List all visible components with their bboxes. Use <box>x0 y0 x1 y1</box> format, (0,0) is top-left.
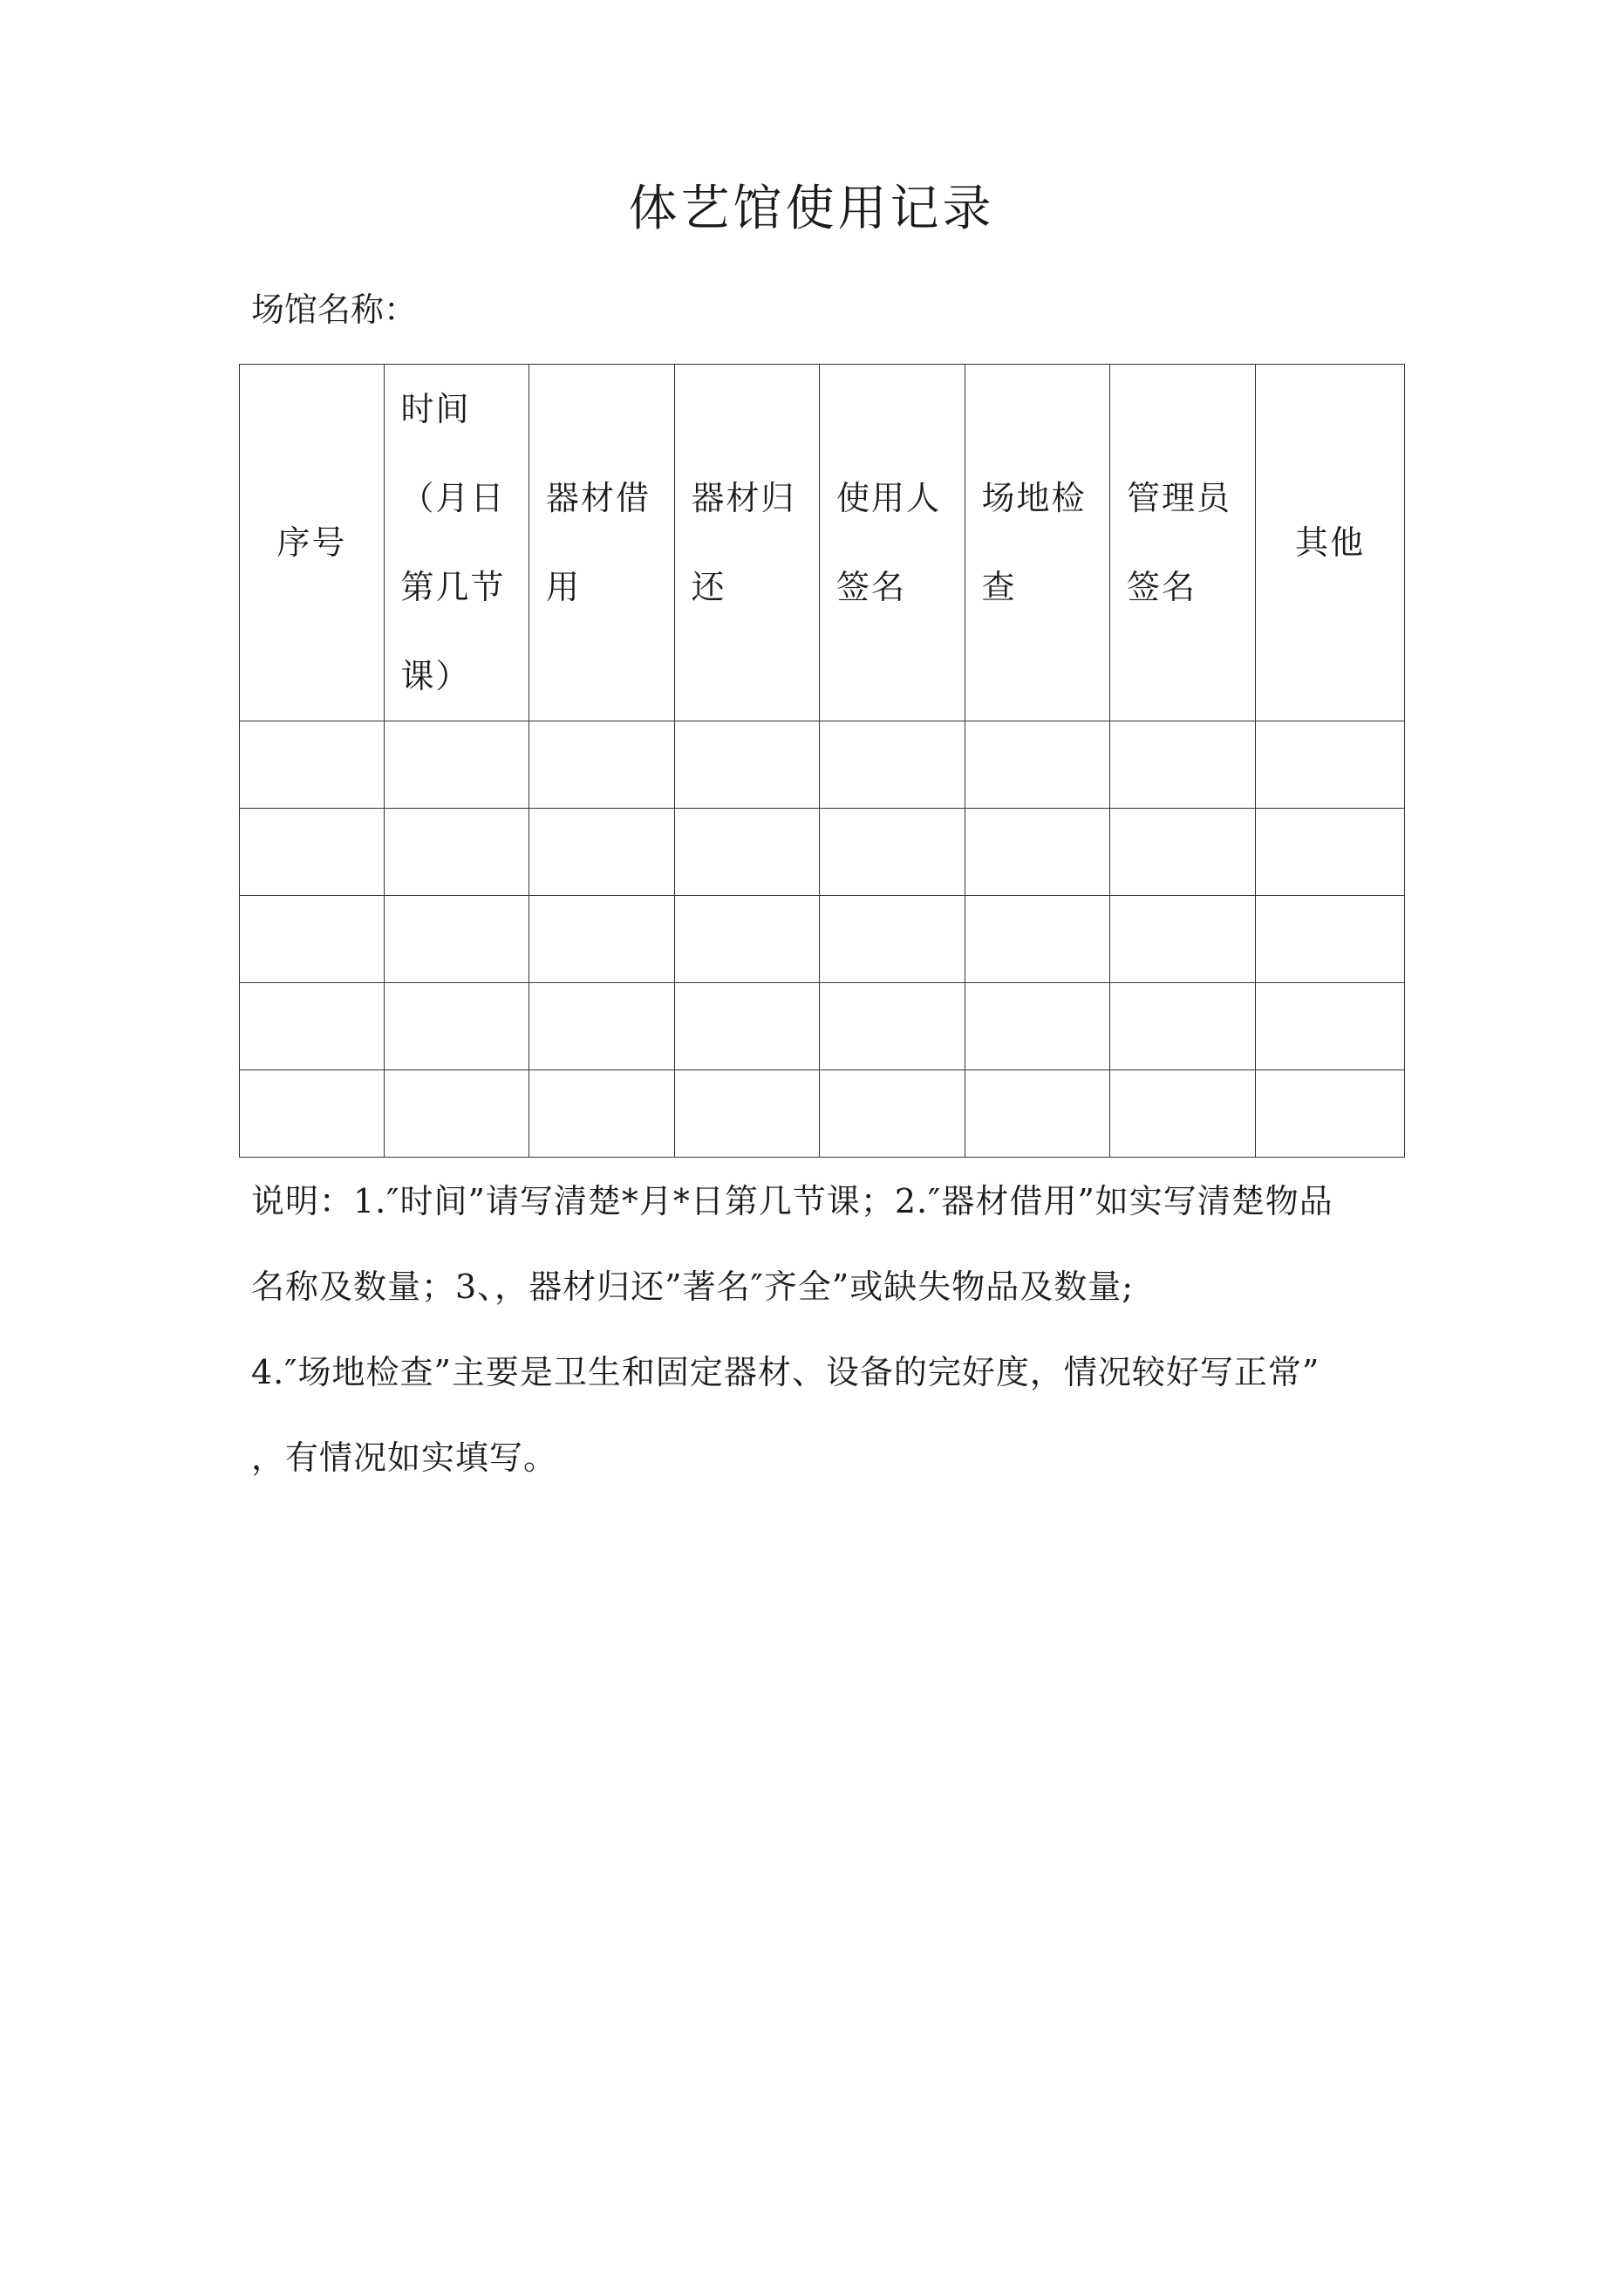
table-cell[interactable] <box>1256 983 1405 1070</box>
table-row <box>240 983 1405 1070</box>
table-cell[interactable] <box>529 896 675 983</box>
table-cell[interactable] <box>529 983 675 1070</box>
table-cell[interactable] <box>1256 721 1405 809</box>
table-header <box>240 365 1405 721</box>
table-cell[interactable] <box>240 896 385 983</box>
table-cell[interactable] <box>385 721 529 809</box>
header-label: 其他 <box>1294 523 1365 562</box>
table-row <box>240 809 1405 896</box>
note-line: ，有情况如实填写。 <box>251 1438 558 1477</box>
header-cell-equipment-borrow <box>529 365 675 721</box>
table-cell[interactable] <box>675 983 820 1070</box>
table-row <box>240 1070 1405 1158</box>
table-cell[interactable] <box>385 809 529 896</box>
table-cell[interactable] <box>820 809 965 896</box>
table-cell[interactable] <box>965 721 1110 809</box>
document-title: 体艺馆使用记录 <box>628 181 995 237</box>
table-row <box>240 721 1405 809</box>
table-cell[interactable] <box>675 809 820 896</box>
venue-name-label: 场馆名称： <box>251 290 418 329</box>
table-cell[interactable] <box>529 1070 675 1158</box>
header-label: 器材借用 <box>546 479 651 606</box>
note-line: 名称及数量；3、，器材归还”著名″齐全”或缺失物品及数量; <box>251 1268 1135 1306</box>
table-cell[interactable] <box>965 983 1110 1070</box>
table-cell[interactable] <box>675 721 820 809</box>
table-cell[interactable] <box>675 1070 820 1158</box>
table-cell[interactable] <box>1110 721 1256 809</box>
header-cell-other <box>1256 365 1405 721</box>
header-cell-equipment-return <box>675 365 820 721</box>
header-cell-venue-check <box>965 365 1110 721</box>
table-cell[interactable] <box>820 721 965 809</box>
header-cell-time <box>385 365 529 721</box>
table-cell[interactable] <box>820 896 965 983</box>
header-cell-user-signature <box>820 365 965 721</box>
header-label: 场地检查 <box>981 479 1087 606</box>
table-cell[interactable] <box>240 983 385 1070</box>
table-header-row <box>240 365 1405 721</box>
header-label: 管理员签名 <box>1127 479 1232 606</box>
table-cell[interactable] <box>820 983 965 1070</box>
header-label: 序号 <box>276 523 347 562</box>
table-cell[interactable] <box>385 896 529 983</box>
table-cell[interactable] <box>965 809 1110 896</box>
header-label: 时间（月日第几节课） <box>400 390 506 695</box>
table-body <box>240 721 1405 1158</box>
instructions-note <box>251 1158 1420 1500</box>
table-cell[interactable] <box>965 896 1110 983</box>
table-cell[interactable] <box>1110 983 1256 1070</box>
table-cell[interactable] <box>385 1070 529 1158</box>
table-cell[interactable] <box>240 1070 385 1158</box>
table-cell[interactable] <box>1256 1070 1405 1158</box>
table-cell[interactable] <box>240 809 385 896</box>
header-cell-index <box>240 365 385 721</box>
note-line: 4.″场地检查”主要是卫生和固定器材、设备的完好度，情况较好写正常” <box>251 1353 1320 1391</box>
table-row <box>240 896 1405 983</box>
usage-record-table <box>239 364 1405 1158</box>
table-cell[interactable] <box>820 1070 965 1158</box>
table-cell[interactable] <box>1110 809 1256 896</box>
header-label: 器材归还 <box>691 479 796 606</box>
table-cell[interactable] <box>529 809 675 896</box>
table-cell[interactable] <box>529 721 675 809</box>
table-cell[interactable] <box>240 721 385 809</box>
table-cell[interactable] <box>385 983 529 1070</box>
table-cell[interactable] <box>1110 896 1256 983</box>
header-cell-admin-signature <box>1110 365 1256 721</box>
header-label: 使用人签名 <box>836 479 942 606</box>
table-cell[interactable] <box>1110 1070 1256 1158</box>
note-line: 说明：1.″时间”请写清楚*月*日第几节课；2.″器材借用”如实写清楚物品 <box>251 1182 1333 1220</box>
table-cell[interactable] <box>675 896 820 983</box>
table-cell[interactable] <box>1256 809 1405 896</box>
table-cell[interactable] <box>965 1070 1110 1158</box>
table-cell[interactable] <box>1256 896 1405 983</box>
